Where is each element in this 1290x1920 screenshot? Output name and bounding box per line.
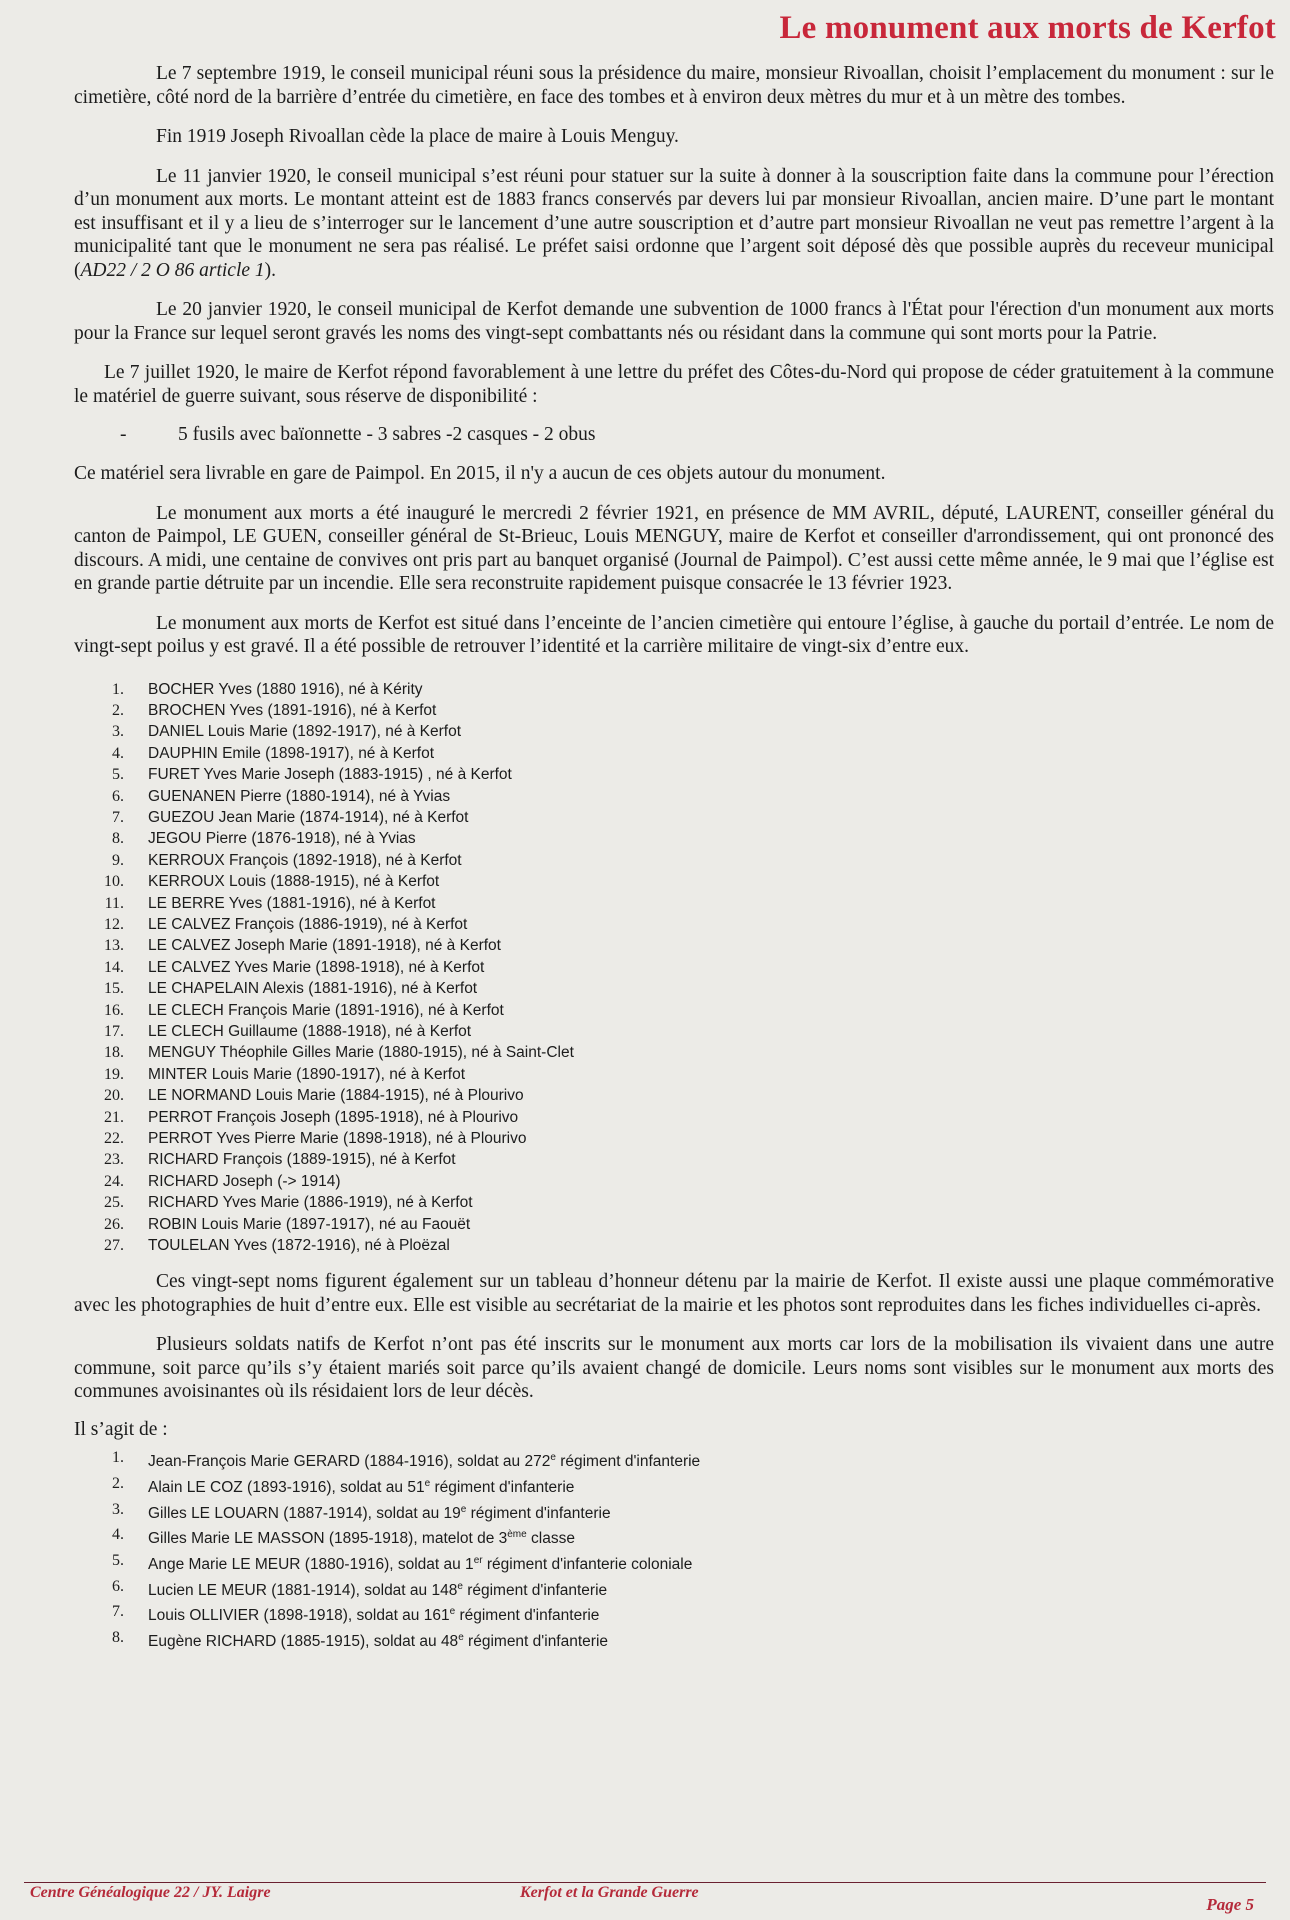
list-item — [74, 721, 1274, 742]
list-number: 4. — [112, 744, 124, 762]
ordinal-suffix: e — [457, 1580, 463, 1592]
list-number: 13. — [104, 937, 124, 955]
list-text — [148, 1627, 608, 1653]
list-text: RICHARD François (1889-1915), né à Kerfot — [148, 1151, 456, 1169]
soldier-unit: régiment d'infanterie — [462, 1581, 608, 1599]
paragraph-autres-communes: Plusieurs soldats natifs de Kerfot n’ont pas été inscrits sur le monument aux morts car lors de la mobilisation ils vivaient dans une autre commune, soit parce qu’ils s’y étaient mariés soit parce qu’ils avaient changé de domicile. Leurs noms sont visibles sur le monument aux morts des communes avoisinantes où ils résidaient lors de leur décès. — [74, 1334, 1274, 1403]
soldier-unit: régiment d'infanterie coloniale — [482, 1556, 693, 1574]
list-text: PERROT Yves Pierre Marie (1898-1918), né à Plourivo — [148, 1130, 527, 1148]
page-title: Le monument aux morts de Kerfot — [779, 10, 1276, 46]
soldier-text: Gilles Marie LE MASSON (1895-1918), matelot de 3 — [148, 1530, 508, 1548]
list-item — [74, 1214, 1274, 1235]
soldier-unit: régiment d'infanterie — [430, 1479, 575, 1497]
list-number: 5. — [112, 766, 124, 784]
list-text: GUENANEN Pierre (1880-1914), né à Yvias — [148, 787, 451, 805]
list-number: 11. — [104, 894, 124, 912]
list-item — [74, 1021, 1274, 1042]
list-text: KERROUX François (1892-1918), né à Kerfot — [148, 851, 462, 869]
paragraph-subvention: Le 20 janvier 1920, le conseil municipal de Kerfot demande une subvention de 1000 francs à l'État pour l'érection d'un monument aux morts pour la France sur lequel seront gravés les noms des vingt-sept combattants nés ou résidant dans la commune qui sont morts pour la Patrie. — [74, 299, 1274, 344]
list-text: BROCHEN Yves (1891-1916), né à Kerfot — [148, 701, 437, 719]
list-number: 26. — [104, 1215, 124, 1233]
list-item — [74, 1235, 1274, 1256]
paragraph-livraison: Ce matériel sera livrable en gare de Paimpol. En 2015, il n'y a aucun de ces objets autour du monument. — [74, 463, 886, 484]
list-item — [74, 786, 1274, 807]
paragraph-tableau-honneur: Ces vingt-sept noms figurent également sur un tableau d’honneur détenu par la mairie de Kerfot. Il existe aussi une plaque commémorative avec les photographies de huit d’entre eux. Elle est visible au secrétariat de la mairie et les photos sont reproduites dans les fiches individuelles ci-après. — [74, 1271, 1274, 1316]
list-item — [74, 807, 1274, 828]
soldier-text: Louis OLLIVIER (1898-1918), soldat au 161 — [148, 1607, 450, 1625]
list-number: 22. — [104, 1130, 124, 1148]
paragraph-il-sagit: Il s’agit de : — [74, 1418, 168, 1440]
list-number: 15. — [104, 980, 124, 998]
list-text — [148, 1499, 611, 1525]
list-item — [74, 850, 1274, 871]
list-number: 2. — [112, 701, 124, 719]
list-text — [148, 1576, 607, 1602]
list-item — [74, 1085, 1274, 1106]
list-item — [74, 1064, 1274, 1085]
list-item — [74, 1128, 1274, 1149]
list-text: ROBIN Louis Marie (1897-1917), né au Faouët — [148, 1215, 471, 1233]
list-item — [74, 1171, 1274, 1192]
list-number: 7. — [112, 808, 124, 826]
list-number: 23. — [104, 1151, 124, 1169]
list-number: 21. — [104, 1108, 124, 1126]
materiel-bullet — [74, 424, 1274, 446]
list-number: 17. — [104, 1023, 124, 1040]
list-number: 19. — [104, 1065, 124, 1083]
list-number: 12. — [104, 915, 124, 933]
document-body — [74, 62, 1274, 1653]
soldier-text: Gilles LE LOUARN (1887-1914), soldat au 19 — [148, 1504, 461, 1522]
ordinal-suffix: er — [473, 1555, 483, 1567]
list-item — [74, 1576, 1274, 1602]
list-number: 8. — [112, 1629, 124, 1647]
list-text: KERROUX Louis (1888-1915), né à Kerfot — [148, 873, 440, 891]
list-text: TOULELAN Yves (1872-1916), né à Ploëzal — [148, 1237, 450, 1255]
list-text: LE CALVEZ Yves Marie (1898-1918), né à Kerfot — [148, 958, 485, 976]
list-text: LE CALVEZ François (1886-1919), né à Kerfot — [148, 915, 468, 933]
soldier-text: Ange Marie LE MEUR (1880-1916), soldat au 1 — [148, 1556, 474, 1574]
souscription-text: Le 11 janvier 1920, le conseil municipal s’est réuni pour statuer sur la suite à donner à la souscription faite dans la commune pour l’érection d’un monument aux morts. Le montant atteint est de 1883 francs conservés par devers lui par monsieur Rivoallan, ancien maire. D’une part le montant est insuffisant et il y a lieu de s’interroger sur le lancement d’une autre souscription et d’autre part monsieur Rivoallan ne veut pas remettre l’argent à la municipalité tant que le monument ne sera pas réalisé. Le préfet saisi ordonne que l’argent soit déposé dès que possible auprès du receveur municipal ( — [74, 165, 1274, 281]
footer-author: Centre Généalogique 22 / JY. Laigre — [30, 1884, 271, 1901]
soldier-unit: régiment d'infanterie — [466, 1504, 611, 1522]
list-text: RICHARD Yves Marie (1886-1919), né à Kerfot — [148, 1194, 473, 1212]
list-number: 16. — [104, 1001, 124, 1019]
list-number: 24. — [104, 1172, 124, 1190]
list-item — [74, 1524, 1274, 1550]
bullet-dash: - — [120, 424, 127, 445]
list-item — [74, 743, 1274, 764]
list-text: BOCHER Yves (1880 1916), né à Kérity — [148, 680, 423, 698]
paragraph-situation: Le monument aux morts de Kerfot est situé dans l’enceinte de l’ancien cimetière qui entoure l’église, à gauche du portail d’entrée. Le nom de vingt-sept poilus y est gravé. Il a été possible de retrouver l’identité et la carrière militaire de vingt-six d’entre eux. — [74, 612, 1274, 657]
footer-title: Kerfot et la Grande Guerre — [520, 1884, 699, 1901]
paragraph-inauguration: Le monument aux morts a été inauguré le mercredi 2 février 1921, en présence de MM AVRIL, député, LAURENT, conseiller général du canton de Paimpol, LE GUEN, conseiller général de St-Brieuc, Louis MENGUY, maire de Kerfot et conseiller d'arrondissement, qui ont prononcé des discours. A midi, une centaine de convives ont pris part au banquet organisé (Journal de Paimpol). C’est aussi cette même année, le 9 mai que l’église est en grande partie détruite par un incendie. Elle sera reconstruite rapidement puisque consacrée le 13 février 1923. — [74, 502, 1274, 594]
list-item — [74, 1499, 1274, 1525]
paragraph-emplacement: Le 7 septembre 1919, le conseil municipal réuni sous la présidence du maire, monsieur Rivoallan, choisit l’emplacement du monument : sur le cimetière, côté nord de la barrière d’entrée du cimetière, en face des tombes et à environ deux mètres du mur et à un mètre des tombes. — [74, 63, 1274, 108]
ordinal-suffix: e — [458, 1632, 464, 1644]
footer-rule — [24, 1882, 1266, 1883]
list-number: 14. — [104, 958, 124, 976]
list-text: RICHARD Joseph (-> 1914) — [148, 1172, 341, 1190]
bullet-text: 5 fusils avec baïonnette - 3 sabres -2 casques - 2 obus — [178, 424, 596, 445]
list-text: DAUPHIN Emile (1898-1917), né à Kerfot — [148, 744, 435, 762]
paragraph-materiel: Le 7 juillet 1920, le maire de Kerfot répond favorablement à une lettre du préfet des Côtes-du-Nord qui propose de céder gratuitement à la commune le matériel de guerre suivant, sous réserve de disponibilité : — [74, 362, 1274, 407]
list-item — [74, 1042, 1274, 1063]
soldier-text: Alain LE COZ (1893-1916), soldat au 51 — [148, 1479, 425, 1497]
list-item — [74, 828, 1274, 849]
list-number: 25. — [104, 1194, 124, 1212]
ordinal-suffix: e — [424, 1478, 431, 1490]
list-number: 10. — [104, 873, 124, 891]
ordinal-suffix: ème — [507, 1529, 527, 1541]
soldier-unit: classe — [526, 1530, 575, 1548]
list-text: LE BERRE Yves (1881-1916), né à Kerfot — [148, 894, 436, 912]
list-number: 8. — [112, 830, 124, 848]
list-text: GUEZOU Jean Marie (1874-1914), né à Kerfot — [148, 808, 469, 826]
list-text: LE CLECH François Marie (1891-1916), né à Kerfot — [148, 1001, 504, 1019]
names-list — [74, 679, 1274, 1257]
list-item — [74, 1149, 1274, 1170]
ordinal-suffix: e — [460, 1503, 467, 1515]
list-item — [74, 1192, 1274, 1213]
soldier-unit: régiment d'infanterie — [555, 1453, 701, 1471]
list-item — [74, 1550, 1274, 1576]
list-number: 3. — [112, 1500, 124, 1518]
list-text — [148, 1447, 700, 1473]
list-number: 4. — [112, 1526, 124, 1544]
archive-reference: AD22 / 2 O 86 article 1 — [80, 259, 265, 281]
list-text: LE NORMAND Louis Marie (1884-1915), né à Plourivo — [148, 1087, 524, 1105]
list-item — [74, 1107, 1274, 1128]
souscription-end: ). — [264, 259, 277, 281]
list-item — [74, 1000, 1274, 1021]
page-number: Page 5 — [1206, 1895, 1254, 1914]
list-number: 9. — [112, 851, 124, 869]
list-number: 27. — [104, 1237, 124, 1255]
paragraph-souscription — [74, 165, 1274, 283]
list-item — [74, 978, 1274, 999]
soldier-text: Eugène RICHARD (1885-1915), soldat au 48 — [148, 1633, 459, 1651]
list-text: DANIEL Louis Marie (1892-1917), né à Kerfot — [148, 723, 462, 741]
list-number: 7. — [112, 1603, 124, 1621]
list-number: 2. — [112, 1475, 124, 1493]
list-item — [74, 764, 1274, 785]
list-item — [74, 700, 1274, 721]
ordinal-suffix: e — [449, 1606, 456, 1618]
list-number: 5. — [112, 1552, 124, 1570]
list-text: MINTER Louis Marie (1890-1917), né à Kerfot — [148, 1065, 466, 1083]
soldiers-list — [74, 1447, 1274, 1652]
list-number: 20. — [104, 1087, 124, 1105]
paragraph-maire: Fin 1919 Joseph Rivoallan cède la place de maire à Louis Menguy. — [156, 126, 679, 147]
list-text: MENGUY Théophile Gilles Marie (1880-1915), né à Saint-Clet — [148, 1044, 574, 1062]
list-item — [74, 957, 1274, 978]
list-text: FURET Yves Marie Joseph (1883-1915) , né à Kerfot — [148, 766, 512, 784]
list-text — [148, 1550, 692, 1576]
list-number: 3. — [112, 723, 124, 741]
list-item — [74, 1627, 1274, 1653]
list-text — [148, 1473, 574, 1499]
list-item — [74, 935, 1274, 956]
list-text: PERROT François Joseph (1895-1918), né à Plourivo — [148, 1108, 519, 1126]
list-item — [74, 679, 1274, 700]
list-text: JEGOU Pierre (1876-1918), né à Yvias — [148, 830, 416, 848]
list-text — [148, 1601, 599, 1627]
list-text: LE CLECH Guillaume (1888-1918), né à Kerfot — [148, 1023, 472, 1040]
soldier-text: Jean-François Marie GERARD (1884-1916), soldat au 272 — [148, 1453, 551, 1471]
list-number: 18. — [104, 1044, 124, 1062]
list-item — [74, 1473, 1274, 1499]
list-number: 6. — [112, 1577, 124, 1595]
list-number: 1. — [112, 1449, 124, 1467]
list-text: LE CHAPELAIN Alexis (1881-1916), né à Kerfot — [148, 980, 478, 998]
list-text: LE CALVEZ Joseph Marie (1891-1918), né à Kerfot — [148, 937, 501, 955]
list-text — [148, 1524, 575, 1550]
ordinal-suffix: e — [550, 1452, 556, 1464]
soldier-unit: régiment d'infanterie — [455, 1607, 600, 1625]
list-item — [74, 1447, 1274, 1473]
list-item — [74, 914, 1274, 935]
soldier-unit: régiment d'infanterie — [463, 1633, 609, 1651]
list-number: 1. — [112, 680, 124, 698]
list-number: 6. — [112, 787, 124, 805]
soldier-text: Lucien LE MEUR (1881-1914), soldat au 148 — [148, 1581, 458, 1599]
list-item — [74, 871, 1274, 892]
list-item — [74, 893, 1274, 914]
list-item — [74, 1601, 1274, 1627]
